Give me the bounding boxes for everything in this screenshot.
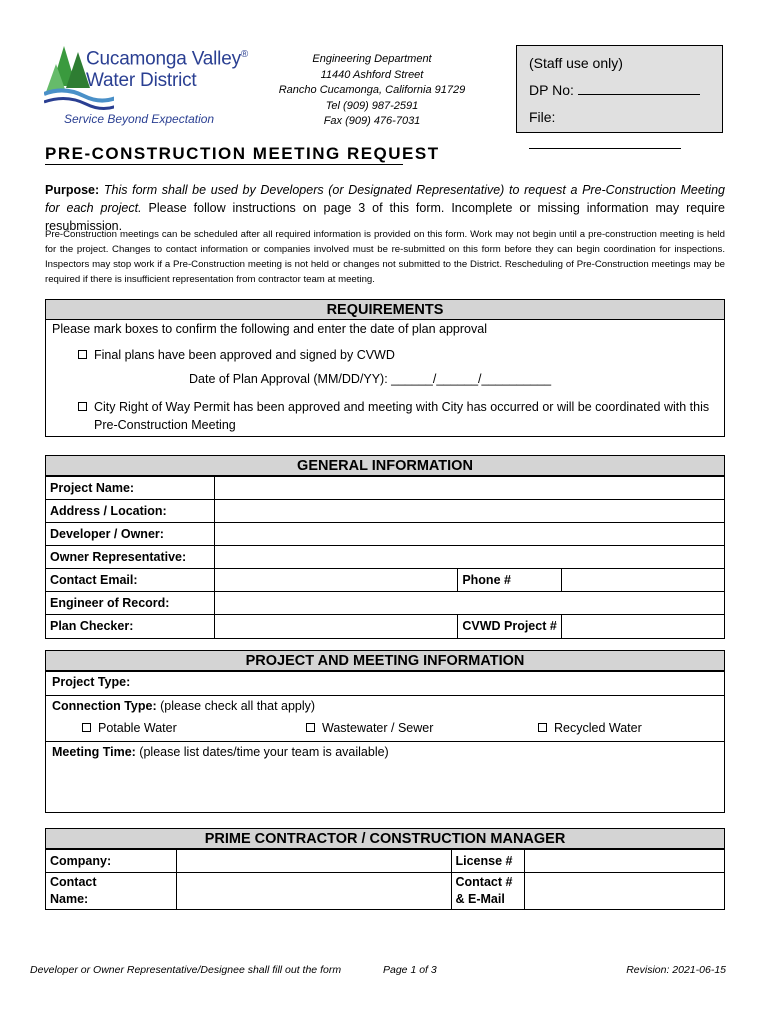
address-label: Address / Location: bbox=[46, 500, 214, 523]
owner-rep-label: Owner Representative: bbox=[46, 546, 214, 569]
contact-email-field[interactable] bbox=[214, 569, 458, 592]
contact-name-label: Contact Name: bbox=[46, 873, 176, 909]
wastewater-option[interactable]: Wastewater / Sewer bbox=[306, 721, 433, 735]
org-name: Cucamonga Valley® Water District bbox=[86, 48, 249, 92]
contact-email-label: Contact Email: bbox=[46, 569, 214, 592]
cvwd-project-label: CVWD Project # bbox=[458, 615, 561, 638]
prime-contractor-section bbox=[45, 828, 725, 910]
engineer-field[interactable] bbox=[214, 592, 724, 615]
department-address: Engineering Department 11440 Ashford Street Rancho Cucamonga, California 91729 Tel (909) 987-2591 Fax (909) 476-7031 bbox=[278, 53, 466, 127]
table-row bbox=[46, 873, 724, 909]
address-field[interactable] bbox=[214, 500, 724, 523]
table-row bbox=[46, 477, 724, 500]
page-title: PRE-CONSTRUCTION MEETING REQUEST bbox=[45, 144, 440, 163]
plan-checker-field[interactable] bbox=[214, 615, 458, 638]
project-name-label: Project Name: bbox=[46, 477, 214, 500]
developer-field[interactable] bbox=[214, 523, 724, 546]
prime-contractor-heading: PRIME CONTRACTOR / CONSTRUCTION MANAGER bbox=[46, 829, 724, 849]
tagline: Service Beyond Expectation bbox=[64, 112, 215, 126]
contact-number-label: Contact # & E-Mail bbox=[451, 873, 524, 909]
connection-type-row: Connection Type: (please check all that apply) bbox=[46, 695, 724, 715]
cvwd-logo bbox=[44, 42, 254, 130]
connection-options bbox=[46, 715, 724, 741]
general-information-table bbox=[46, 476, 724, 638]
table-row bbox=[46, 523, 724, 546]
phone-field[interactable] bbox=[561, 569, 724, 592]
recycled-water-checkbox[interactable] bbox=[538, 723, 547, 732]
project-type-field[interactable]: Project Type: bbox=[46, 671, 724, 695]
revision-date: Revision: 2021-06-15 bbox=[626, 964, 726, 976]
final-plans-checkbox[interactable] bbox=[78, 350, 87, 359]
table-row bbox=[46, 850, 724, 873]
requirements-intro: Please mark boxes to confirm the following and enter the date of plan approval bbox=[52, 322, 487, 336]
plan-checker-label: Plan Checker: bbox=[46, 615, 214, 638]
company-field[interactable] bbox=[176, 850, 451, 873]
contact-number-field[interactable] bbox=[524, 873, 724, 909]
potable-water-option[interactable]: Potable Water bbox=[82, 721, 177, 735]
purpose-paragraph: Purpose: This form shall be used by Developers (or Designated Representative) to request a Pre-Construction Meeting for each project. Please follow instructions on page 3 of this form. Incomplete or missing information may require resubmission. bbox=[45, 183, 725, 233]
recycled-water-option[interactable]: Recycled Water bbox=[538, 721, 642, 735]
page-number: Page 1 of 3 bbox=[383, 964, 437, 976]
notice-paragraph: Pre-Construction meetings can be scheduled after all required information is provided on this form. Work may not begin until a pre-construction meeting is held for the project. Changes to contact information or companies involved must be re-submitted on this form before they can begin coordination for inspections. Inspectors may stop work if a Pre-Construction meeting is not held or changes not submitted to the District. Rescheduling of Pre-Construction meetings may be required if there is insufficient representation from contractor team at meeting. bbox=[45, 229, 725, 285]
project-meeting-heading: PROJECT AND MEETING INFORMATION bbox=[46, 651, 724, 671]
license-label: License # bbox=[451, 850, 524, 873]
plan-approval-date-field[interactable]: Date of Plan Approval (MM/DD/YY): ______/______/__________ bbox=[189, 372, 552, 386]
prime-contractor-table bbox=[46, 849, 724, 909]
table-row bbox=[46, 615, 724, 638]
meeting-time-field[interactable]: Meeting Time: (please list dates/time your team is available) bbox=[46, 741, 724, 811]
owner-rep-field[interactable] bbox=[214, 546, 724, 569]
row-permit-item: City Right of Way Permit has been approved and meeting with City has occurred or will be coordinated with this Pre-Construction Meeting bbox=[78, 398, 723, 434]
title-underline bbox=[45, 164, 403, 165]
general-information-heading: GENERAL INFORMATION bbox=[46, 456, 724, 476]
footer-instruction: Developer or Owner Representative/Designee shall fill out the form bbox=[30, 964, 342, 976]
potable-water-checkbox[interactable] bbox=[82, 723, 91, 732]
project-meeting-section bbox=[45, 650, 725, 813]
phone-label: Phone # bbox=[458, 569, 561, 592]
wastewater-checkbox[interactable] bbox=[306, 723, 315, 732]
engineer-label: Engineer of Record: bbox=[46, 592, 214, 615]
table-row bbox=[46, 569, 724, 592]
requirements-heading: REQUIREMENTS bbox=[46, 300, 724, 320]
file-field[interactable]: File: bbox=[529, 104, 710, 158]
project-name-field[interactable] bbox=[214, 477, 724, 500]
table-row bbox=[46, 546, 724, 569]
developer-label: Developer / Owner: bbox=[46, 523, 214, 546]
final-plans-item: Final plans have been approved and signed by CVWD bbox=[78, 348, 395, 362]
cvwd-project-field[interactable] bbox=[561, 615, 724, 638]
requirements-section bbox=[45, 299, 725, 437]
staff-use-box bbox=[516, 45, 723, 133]
contact-name-field[interactable] bbox=[176, 873, 451, 909]
staff-use-title: (Staff use only) bbox=[529, 55, 623, 71]
license-field[interactable] bbox=[524, 850, 724, 873]
row-permit-checkbox[interactable] bbox=[78, 402, 87, 411]
table-row bbox=[46, 592, 724, 615]
dp-number-field[interactable]: DP No: bbox=[529, 77, 710, 104]
company-label: Company: bbox=[46, 850, 176, 873]
general-information-section bbox=[45, 455, 725, 639]
table-row bbox=[46, 500, 724, 523]
